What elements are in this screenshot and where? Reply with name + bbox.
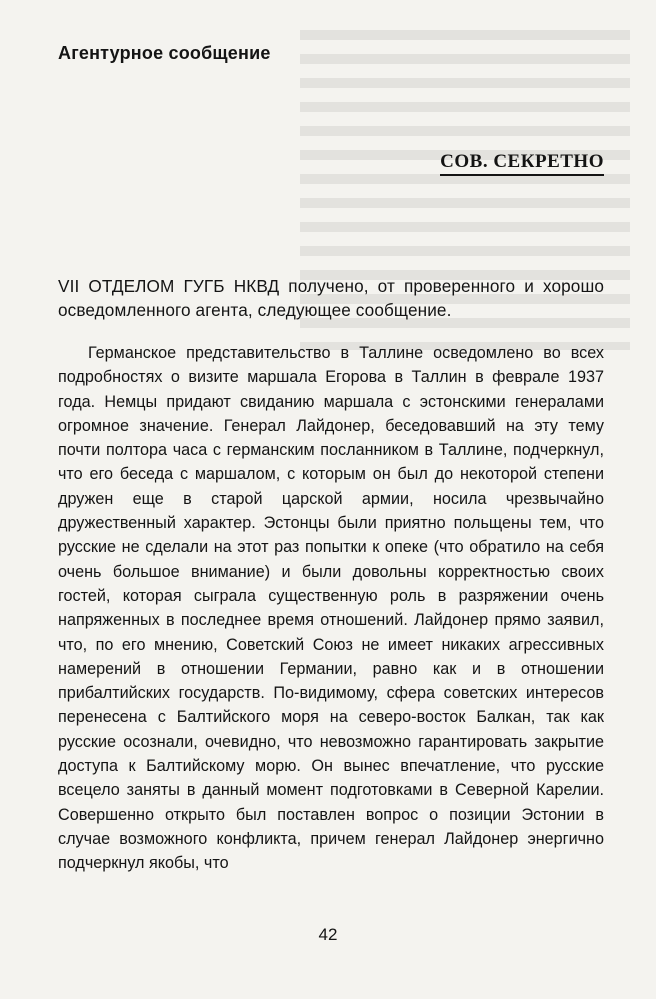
document-title: Агентурное сообщение: [58, 43, 271, 63]
classification-stamp: СОВ. СЕКРЕТНО: [440, 151, 604, 176]
intro-paragraph: VII ОТДЕЛОМ ГУГБ НКВД получено, от проверенного и хорошо осведомленного агента, следующее сообщение.: [58, 276, 604, 320]
body-paragraph: Германское представительство в Таллине осведомлено во всех подробностях о визите маршала Егорова в Таллин в феврале 1937 года. Немцы придают свиданию маршала с эстонскими генералами огромное значение. Генерал Лайдонер, беседовавший на эту тему почти полтора часа с германским посланником в Таллине, подчеркнул, что его беседа с маршалом, с которым он был до некоторой степени дружен еще в старой царской армии, носила чрезвычайно дружественный характер. Эстонцы были приятно польщены тем, что русские не сделали на этот раз попытки к опеке (что обратило на себя очень большое внимание) и были довольны корректностью своих гостей, которая сыграла существенную роль в разряжении очень напряженных в последнее время отношений. Лайдонер прямо заявил, что, по его мнению, Советский Союз не имеет никаких агрессивных намерений в отношении Германии, равно как и в отношении прибалтийских государств. По-видимому, сфера советских интересов перенесена с Балтийского моря на северо-восток Балкан, так как русские осознали, очевидно, что невозможно гарантировать закрытие доступа к Балтийскому морю. Он вынес впечатление, что русские всецело заняты в данный момент подготовками в Северной Карелии. Совершенно открыто был поставлен вопрос о позиции Эстонии в случае возможного конфликта, причем генерал Лайдонер энергично подчеркнул якобы, что: [58, 344, 604, 873]
page-number: 42: [318, 925, 338, 944]
